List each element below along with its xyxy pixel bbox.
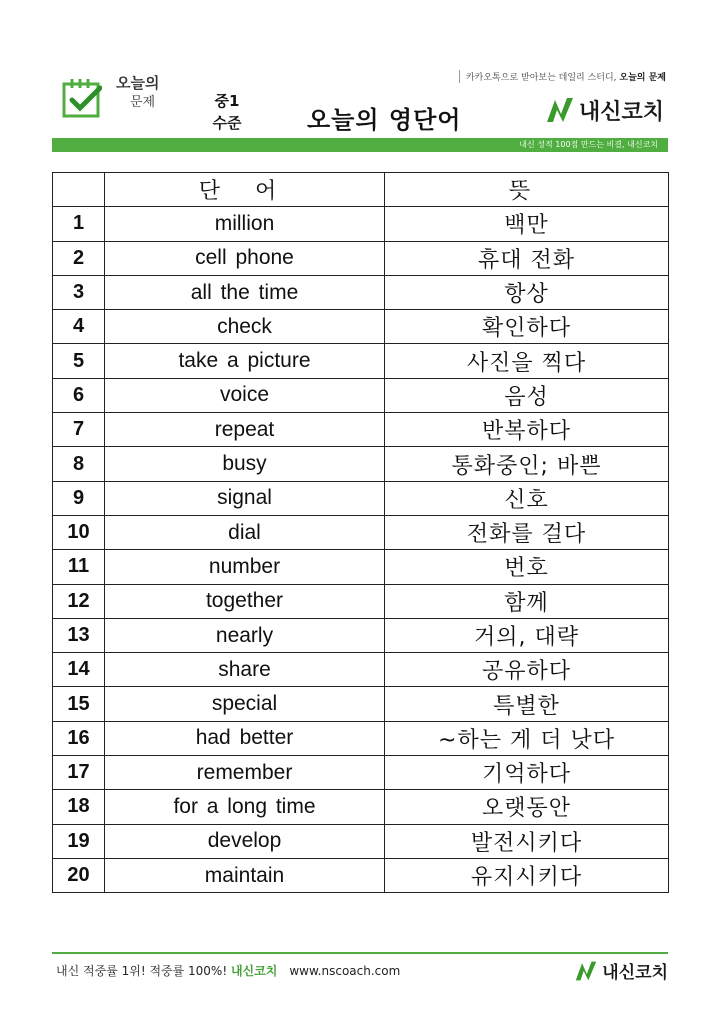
row-word: all the time xyxy=(105,275,385,309)
row-word: check xyxy=(105,310,385,344)
col-number-header xyxy=(53,173,105,207)
row-meaning: 특별한 xyxy=(385,687,669,721)
row-word: remember xyxy=(105,756,385,790)
brand-logo xyxy=(545,94,664,126)
brand-mark-icon xyxy=(574,960,598,982)
table-row xyxy=(53,378,669,412)
row-meaning: 발전시키다 xyxy=(385,824,669,858)
table-row xyxy=(53,310,669,344)
tagline-bold: 오늘의 문제 xyxy=(619,73,666,83)
row-number: 13 xyxy=(53,618,105,652)
table-row xyxy=(53,721,669,755)
row-number: 10 xyxy=(53,515,105,549)
row-number: 16 xyxy=(53,721,105,755)
row-number: 4 xyxy=(53,310,105,344)
table-row xyxy=(53,687,669,721)
row-number: 7 xyxy=(53,413,105,447)
row-number: 20 xyxy=(53,858,105,892)
vocab-table xyxy=(52,172,669,893)
row-meaning: 신호 xyxy=(385,481,669,515)
table-row xyxy=(53,790,669,824)
row-word: number xyxy=(105,550,385,584)
footer-brand-text: 내신코치 xyxy=(230,964,278,978)
row-number: 5 xyxy=(53,344,105,378)
row-word: develop xyxy=(105,824,385,858)
footer-divider xyxy=(52,952,668,954)
logo-text xyxy=(116,74,186,112)
row-meaning: 음성 xyxy=(385,378,669,412)
tagline xyxy=(459,70,666,83)
col-meaning-header: 뜻 xyxy=(385,173,669,207)
row-word: million xyxy=(105,207,385,241)
row-word: maintain xyxy=(105,858,385,892)
row-meaning: 항상 xyxy=(385,275,669,309)
row-number: 6 xyxy=(53,378,105,412)
row-word: together xyxy=(105,584,385,618)
tagline-prefix: 카카오톡으로 받아보는 데일리 스터디, xyxy=(465,73,620,83)
row-meaning: 유지시키다 xyxy=(385,858,669,892)
row-meaning: 반복하다 xyxy=(385,413,669,447)
table-row xyxy=(53,584,669,618)
row-word: signal xyxy=(105,481,385,515)
brand-name: 내신코치 xyxy=(578,99,664,125)
row-number: 12 xyxy=(53,584,105,618)
table-row xyxy=(53,756,669,790)
bar-text: 내신 성적 100점 만드는 비결, 내신코치 xyxy=(519,140,658,149)
row-number: 8 xyxy=(53,447,105,481)
row-number: 14 xyxy=(53,653,105,687)
row-meaning: 오랫동안 xyxy=(385,790,669,824)
row-word: had better xyxy=(105,721,385,755)
table-row xyxy=(53,344,669,378)
row-word: special xyxy=(105,687,385,721)
footer-text xyxy=(56,962,400,979)
row-word: for a long time xyxy=(105,790,385,824)
brand-mark-icon xyxy=(545,96,575,124)
table-row xyxy=(53,515,669,549)
footer-brand-logo xyxy=(574,958,668,983)
footer-site: www.nscoach.com xyxy=(289,964,401,978)
table-row xyxy=(53,550,669,584)
level-line1: 중1 xyxy=(214,92,240,110)
row-number: 18 xyxy=(53,790,105,824)
footer-brand-name: 내신코치 xyxy=(602,963,668,983)
header xyxy=(52,66,668,156)
logo-line2: 문제 xyxy=(130,95,156,110)
row-number: 3 xyxy=(53,275,105,309)
row-meaning: 휴대 전화 xyxy=(385,241,669,275)
table-row xyxy=(53,241,669,275)
vocab-table-body xyxy=(53,207,669,893)
page-title: 오늘의 영단어 xyxy=(307,106,462,134)
logo-line1: 오늘의 xyxy=(116,74,160,92)
row-number: 2 xyxy=(53,241,105,275)
row-meaning: 번호 xyxy=(385,550,669,584)
row-word: busy xyxy=(105,447,385,481)
table-row xyxy=(53,481,669,515)
table-row xyxy=(53,653,669,687)
footer-slogan: 내신 적중률 1위! 적중률 100%! xyxy=(56,964,231,978)
row-word: share xyxy=(105,653,385,687)
table-row xyxy=(53,858,669,892)
table-row xyxy=(53,824,669,858)
table-row xyxy=(53,413,669,447)
table-row xyxy=(53,207,669,241)
row-meaning: 공유하다 xyxy=(385,653,669,687)
table-header-row xyxy=(53,173,669,207)
row-meaning: 함께 xyxy=(385,584,669,618)
level-label xyxy=(202,90,252,134)
row-number: 17 xyxy=(53,756,105,790)
row-number: 1 xyxy=(53,207,105,241)
row-meaning: 거의, 대략 xyxy=(385,618,669,652)
row-meaning: 통화중인; 바쁜 xyxy=(385,447,669,481)
table-row xyxy=(53,447,669,481)
row-word: repeat xyxy=(105,413,385,447)
table-row xyxy=(53,275,669,309)
row-word: take a picture xyxy=(105,344,385,378)
table-row xyxy=(53,618,669,652)
row-meaning: 백만 xyxy=(385,207,669,241)
row-number: 9 xyxy=(53,481,105,515)
row-word: nearly xyxy=(105,618,385,652)
row-meaning: ~하는 게 더 낫다 xyxy=(385,721,669,755)
row-number: 11 xyxy=(53,550,105,584)
row-number: 19 xyxy=(53,824,105,858)
row-word: voice xyxy=(105,378,385,412)
col-word-header: 단 어 xyxy=(105,173,385,207)
row-number: 15 xyxy=(53,687,105,721)
row-meaning: 사진을 찍다 xyxy=(385,344,669,378)
level-line2: 수준 xyxy=(212,114,242,132)
header-green-bar xyxy=(52,138,668,152)
row-word: dial xyxy=(105,515,385,549)
row-meaning: 확인하다 xyxy=(385,310,669,344)
row-meaning: 전화를 걸다 xyxy=(385,515,669,549)
row-word: cell phone xyxy=(105,241,385,275)
row-meaning: 기억하다 xyxy=(385,756,669,790)
calendar-check-icon xyxy=(62,76,102,120)
